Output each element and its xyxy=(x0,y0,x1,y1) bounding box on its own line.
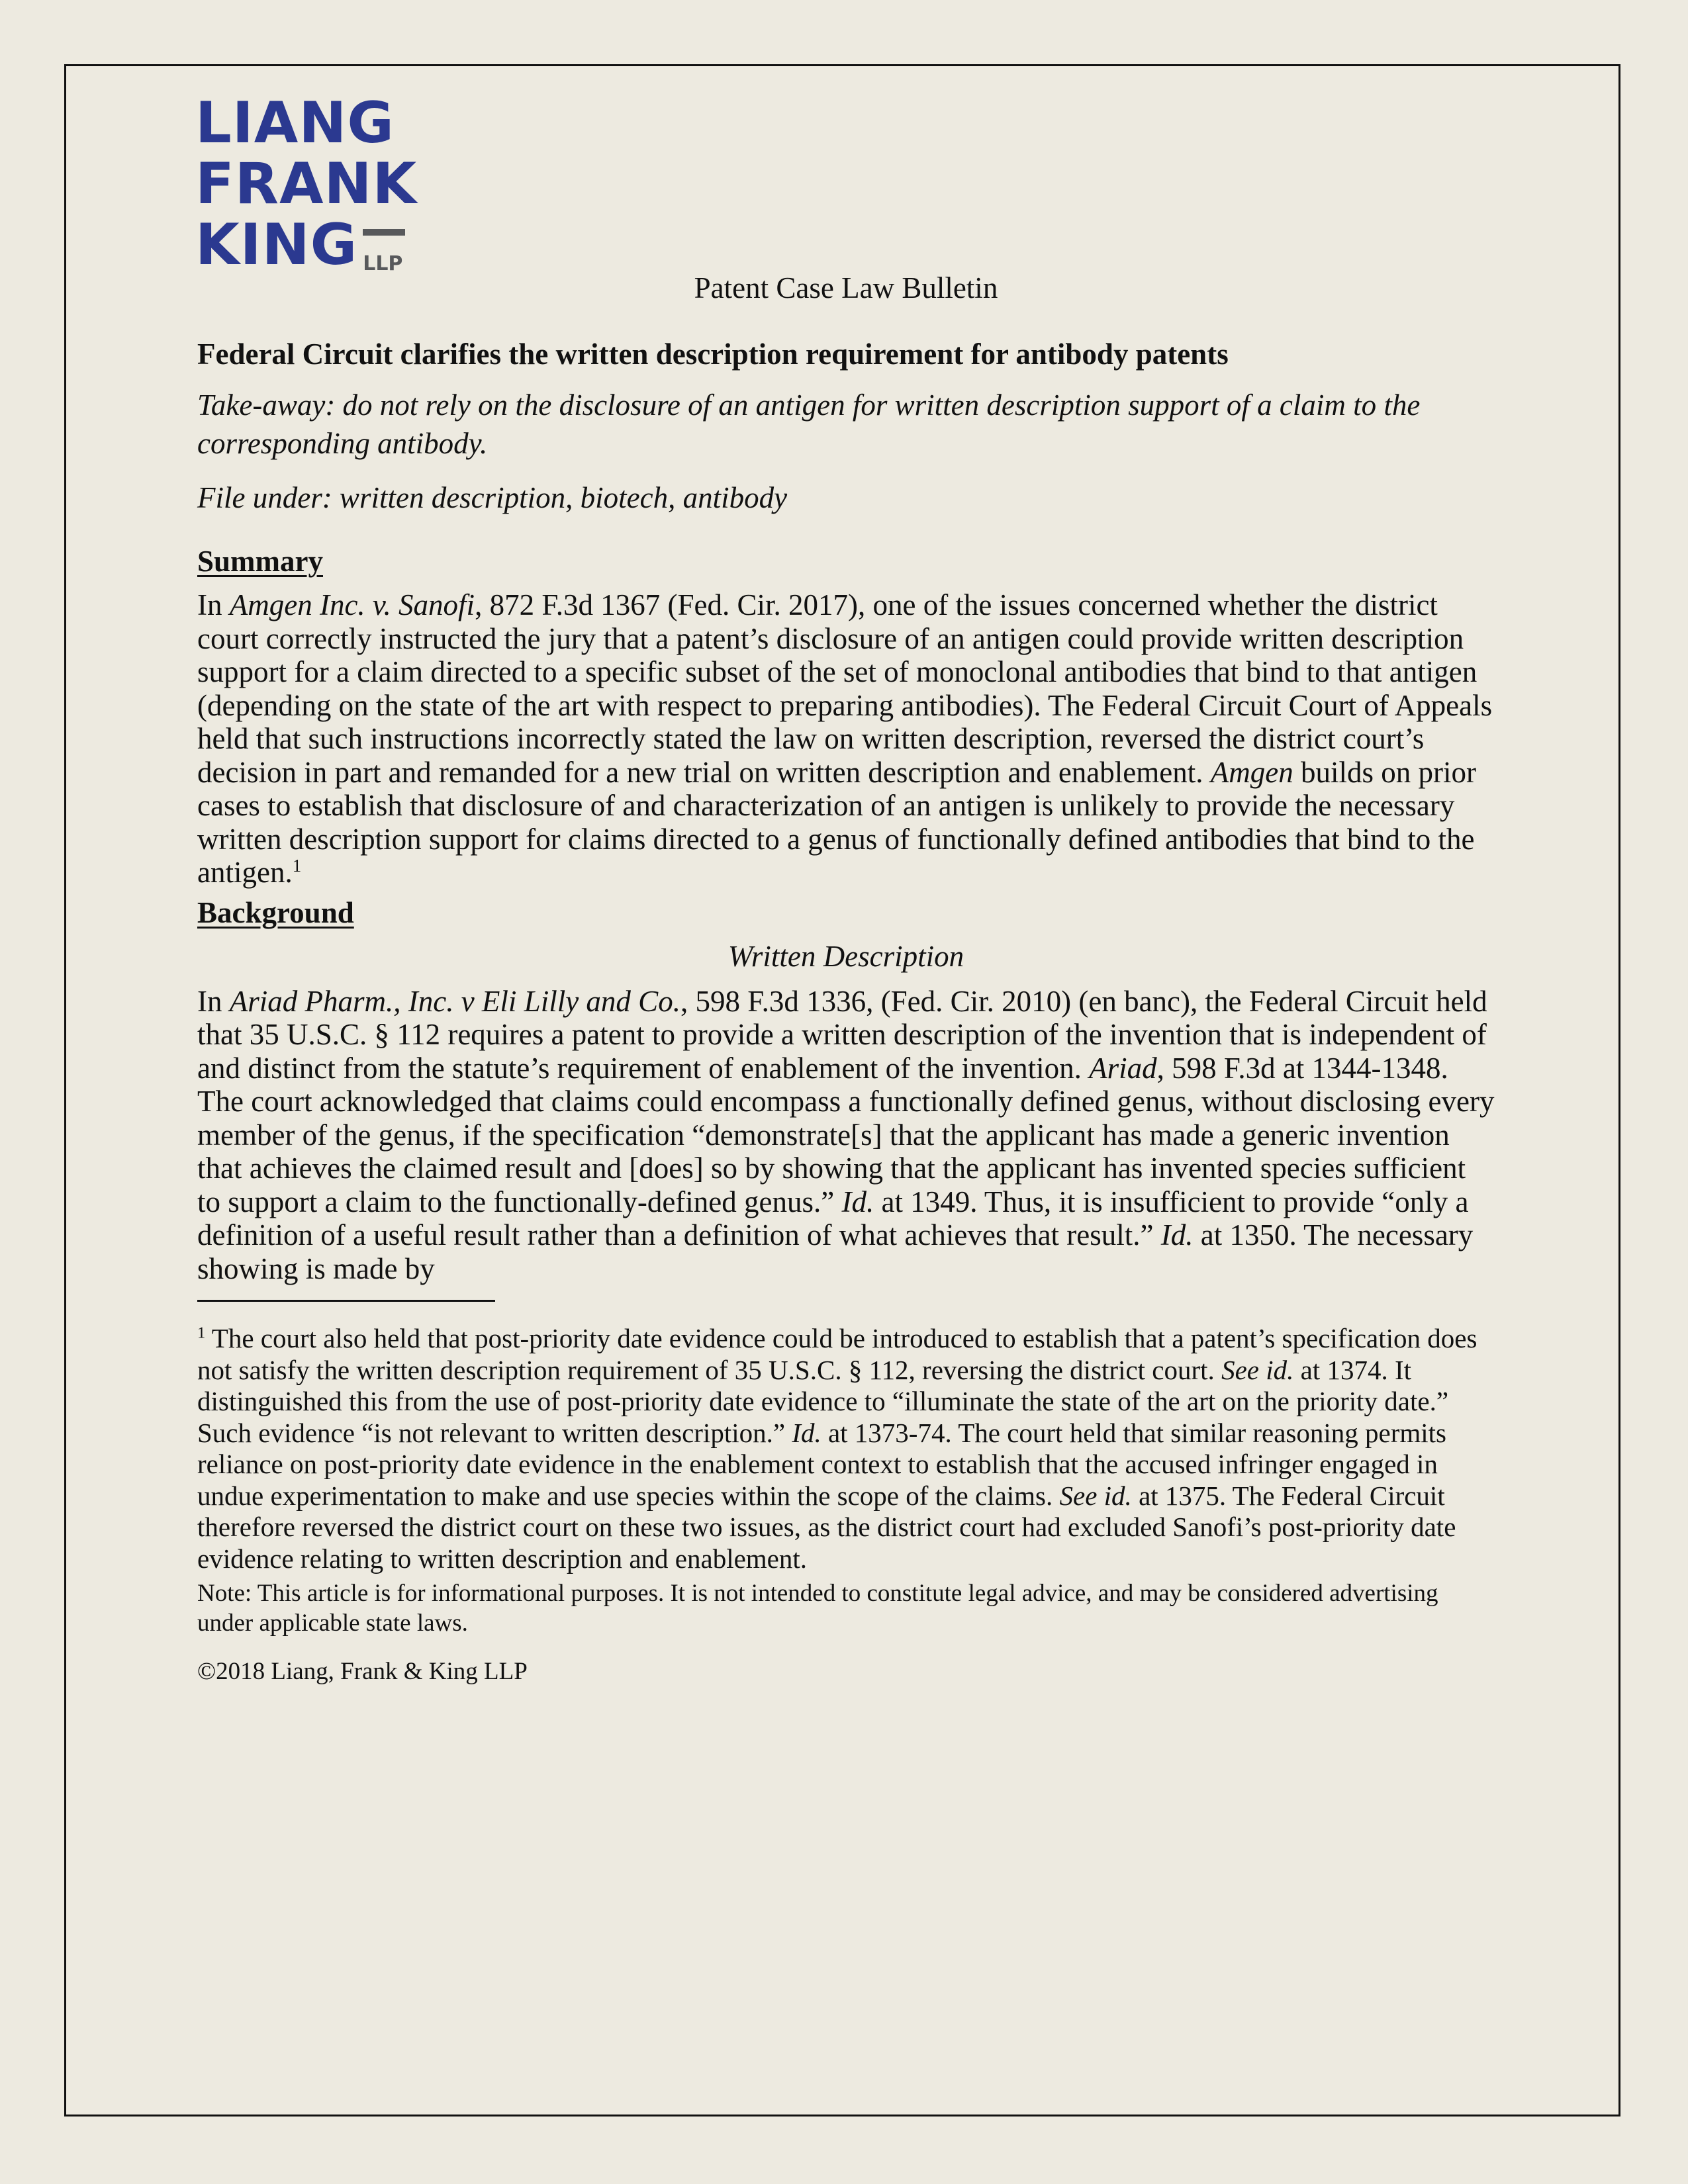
background-text-c: , 598 F.3d at 1344-1348. The court acknowledged that claims could encompass a functionally defined genus, without disclosing every member of the genus, if the specification “demonstrate[s] that the applicant has made a generic invention that achieves the claimed result and [does] so by showing that the applicant has invented species sufficient to support a claim to the functionally-defined genus.” xyxy=(197,1051,1495,1218)
footnote-number: 1 xyxy=(197,1324,206,1342)
footnote-id-cite: Id. xyxy=(792,1417,821,1448)
footnote-text-a: The court also held that post-priority date evidence could be introduced to establish that a patent’s specification does not satisfy the written description requirement of 35 U.S.C. § 112, reversing the district court. xyxy=(197,1323,1477,1385)
summary-case-name: Amgen Inc. v. Sanofi xyxy=(229,588,475,621)
takeaway: Take-away: do not rely on the disclosure of an antigen for written description support of a claim to the corresponding antibody. xyxy=(197,388,1421,460)
summary-case-short: Amgen xyxy=(1210,755,1293,789)
file-under: File under: written description, biotech, antibody xyxy=(197,481,788,514)
footnote-see-id-2: See id. xyxy=(1059,1480,1132,1511)
logo-line-frank: FRANK xyxy=(195,151,418,217)
disclaimer-note: Note: This article is for informational purposes. It is not intended to constitute legal advice, and may be considered advertising under applicable state laws. xyxy=(197,1580,1438,1637)
logo-line-king: KING xyxy=(195,212,358,278)
summary-heading: Summary xyxy=(197,545,323,578)
footnote-text-b: at 1374. It distinguished this from the use of post-priority date evidence to “illuminate the state of the art on the priority date.” Such evidence “is not relevant to written description.” xyxy=(197,1354,1449,1448)
summary-text-b: , 872 F.3d 1367 (Fed. Cir. 2017), one of the issues concerned whether the district court correctly instructed the jury that a patent’s disclosure of an antigen could provide written description support for a claim directed to a specific subset of the set of monoclonal antibodies that bind to that antigen (depending on the state of the art with respect to preparing antibodies). The Federal Circuit Court of Appeals held that such instructions incorrectly stated the law on written description, reversed the district court’s decision in part and remanded for a new trial on written description and enablement. xyxy=(197,588,1493,789)
background-case-name: Ariad Pharm., Inc. v Eli Lilly and Co. xyxy=(229,984,680,1018)
footnote-1 xyxy=(197,1323,1495,1574)
background-text-d: at 1349. Thus, it is insufficient to provide “only a definition of a useful result rather than a definition of what achieves that result.” xyxy=(197,1185,1469,1251)
written-description-subheading: Written Description xyxy=(727,939,964,973)
background-id-cite-1: Id. xyxy=(841,1185,874,1218)
footnote-see-id-1: See id. xyxy=(1221,1354,1294,1385)
summary-text-c: builds on prior cases to establish that disclosure of and characterization of an antigen is unlikely to provide the necessary written description support for claims directed to a genus of functionally defined antibodies that bind to the antigen. xyxy=(197,755,1476,889)
background-text-b: , 598 F.3d 1336, (Fed. Cir. 2010) (en banc), the Federal Circuit held that 35 U.S.C. § 112 requires a patent to provide a written description of the invention that is independent of and distinct from the statute’s requirement of enablement of the invention. xyxy=(197,984,1487,1085)
background-paragraph xyxy=(197,985,1495,1286)
article-title: Federal Circuit clarifies the written description requirement for antibody patents xyxy=(197,338,1229,371)
logo-llp-text: LLP xyxy=(363,252,403,275)
footnote-separator xyxy=(197,1300,495,1302)
copyright-notice: ©2018 Liang, Frank & King LLP xyxy=(197,1658,528,1685)
summary-paragraph xyxy=(197,588,1495,889)
firm-logo xyxy=(195,90,418,278)
logo-line-king-row xyxy=(195,212,417,278)
background-case-short: Ariad xyxy=(1089,1051,1157,1085)
background-text-a: In xyxy=(197,984,230,1018)
logo-llp-bar xyxy=(363,229,405,236)
background-heading: Background xyxy=(197,895,354,929)
footnote-text-c: at 1373-74. The court held that similar reasoning permits reliance on post-priority date evidence in the enablement context to establish that the accused infringer engaged in undue experimentation to make and use species within the scope of the claims. xyxy=(197,1417,1447,1511)
background-id-cite-2: Id. xyxy=(1160,1218,1194,1251)
background-text-e: at 1350. The necessary showing is made by xyxy=(197,1218,1474,1285)
document-body xyxy=(197,268,1495,1686)
summary-text-a: In xyxy=(197,588,230,621)
logo-line-liang: LIANG xyxy=(195,90,395,156)
footnote-reference[interactable]: 1 xyxy=(292,856,302,876)
bulletin-label: Patent Case Law Bulletin xyxy=(694,271,998,304)
footnote-text-d: at 1375. The Federal Circuit therefore reversed the district court on these two issues, as the district court had excluded Sanofi’s post-priority date evidence relating to written description and enablement. xyxy=(197,1480,1456,1574)
